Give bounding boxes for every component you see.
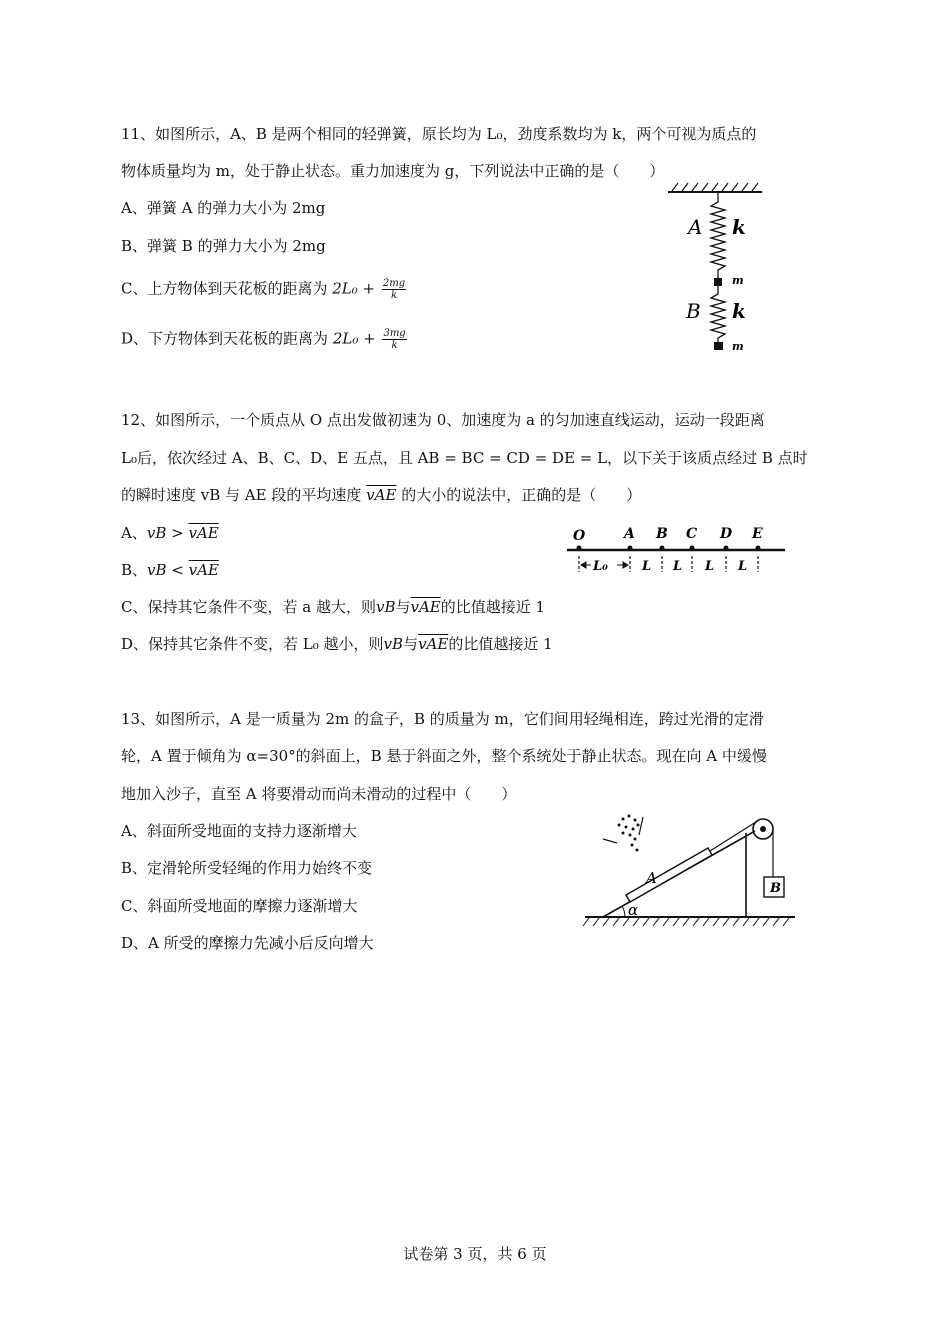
q11-option-d-math: 2L₀ +	[332, 329, 376, 348]
segment-de-label: L	[738, 559, 748, 574]
q11-option-d-text: D、下方物体到天花板的距离为	[121, 329, 329, 348]
spring-b-label: B	[686, 299, 701, 323]
segment-l0-label: L₀	[593, 559, 608, 574]
q12-stem-line3-part2: 的大小的说法中，正确的是（ ）	[401, 486, 642, 504]
q12-option-c-vae: $\overline{vAE}$	[410, 598, 441, 616]
segment-cd-label: L	[705, 559, 715, 574]
ceiling-hatch	[672, 183, 758, 191]
point-o-label: O	[573, 528, 586, 544]
mass-upper	[714, 278, 722, 286]
sand-scoop-left	[603, 839, 617, 843]
spring-b	[711, 286, 725, 342]
point-a-label: A	[624, 526, 635, 542]
point-c-label: C	[686, 526, 698, 542]
q12-option-d	[121, 634, 553, 654]
q11-option-c-fraction	[382, 278, 406, 301]
q11-option-c	[121, 278, 406, 301]
q12-stem-line3-part1: 的瞬时速度 vB 与 AE 段的平均速度	[121, 486, 362, 504]
point-a-dot	[628, 546, 633, 551]
point-d-dot	[724, 546, 729, 551]
q12-option-d-vb: vB	[383, 635, 404, 653]
spring-a-k-label: k	[732, 215, 746, 239]
q12-line-figure	[565, 520, 790, 580]
q11-option-a: A、弹簧 A 的弹力大小为 2mg	[121, 199, 326, 217]
q13-stem-line1: 13、如图所示，A 是一质量为 2m 的盒子，B 的质量为 m，它们间用轻绳相连，跨过光滑的定滑	[121, 710, 764, 728]
q12-stem-line2: L₀后，依次经过 A、B、C、D、E 五点，且 AB = BC = CD = DE = L，以下关于该质点经过 B 点时	[121, 449, 808, 467]
point-c-dot	[690, 546, 695, 551]
q11-option-d	[121, 328, 407, 351]
q12-option-d-part1: D、保持其它条件不变，若 L₀ 越小，则	[121, 635, 384, 653]
point-d-label: D	[720, 526, 733, 542]
q12-option-c-vb: vB	[375, 598, 396, 616]
point-o-dot	[577, 546, 582, 551]
q11-stem-line2: 物体质量均为 m，处于静止状态。重力加速度为 g，下列说法中正确的是（ ）	[121, 162, 665, 180]
mass-lower-label: m	[732, 340, 744, 353]
q11-option-c-math: 2L₀ +	[332, 279, 376, 298]
q12-avg-velocity-symbol: $\overline{vAE}$	[366, 486, 397, 504]
q12-option-a-math: vB >	[146, 524, 184, 542]
sand-particles	[618, 815, 640, 852]
q11-option-d-denominator: k	[391, 340, 398, 351]
q13-option-b: B、定滑轮所受轻绳的作用力始终不变	[121, 859, 373, 877]
q11-spring-figure	[660, 180, 770, 360]
pulley-axle	[760, 826, 766, 832]
q12-option-a-prefix: A、	[121, 524, 147, 542]
q13-incline-figure	[583, 805, 798, 935]
spring-a	[711, 192, 725, 278]
mass-lower	[714, 342, 723, 350]
q12-option-d-part2: 的比值越接近 1	[448, 635, 553, 653]
q12-option-d-vae: $\overline{vAE}$	[418, 635, 449, 653]
q12-option-b-math: vB <	[147, 561, 184, 579]
q12-option-c-part2: 的比值越接近 1	[440, 598, 546, 616]
q11-option-b: B、弹簧 B 的弹力大小为 2mg	[121, 237, 326, 255]
q12-option-b-vae: $\overline{vAE}$	[188, 561, 219, 579]
q11-option-d-numerator: 3mg	[383, 328, 406, 339]
q11-option-c-text: C、上方物体到天花板的距离为	[121, 279, 328, 298]
q11-stem-line1: 11、如图所示，A、B 是两个相同的轻弹簧，原长均为 L₀，劲度系数均为 k，两个可视为质点的	[121, 125, 757, 143]
rope-incline	[710, 820, 759, 851]
q13-stem-line3: 地加入沙子，直至 A 将要滑动而尚未滑动的过程中（ ）	[121, 785, 517, 803]
angle-alpha-label: α	[628, 901, 639, 919]
point-b-dot	[660, 546, 665, 551]
box-b-label: B	[770, 881, 781, 896]
q12-option-c-mid: 与	[395, 598, 411, 616]
q11-option-c-numerator: 2mg	[382, 278, 406, 289]
q12-option-a	[121, 523, 219, 543]
q12-stem-line3	[121, 485, 641, 505]
point-e-dot	[756, 546, 761, 551]
segment-bc-label: L	[673, 559, 683, 574]
box-a-label: A	[646, 869, 657, 887]
q12-option-a-vae: $\overline{vAE}$	[188, 524, 219, 542]
spring-a-label: A	[688, 215, 703, 239]
q12-option-d-mid: 与	[403, 635, 419, 653]
box-a	[626, 848, 712, 902]
page-footer: 试卷第 3 页，共 6 页	[403, 1245, 547, 1263]
segment-ab-label: L	[642, 559, 652, 574]
q12-option-c-part1: C、保持其它条件不变，若 a 越大，则	[121, 598, 376, 616]
q12-option-c	[121, 597, 545, 617]
q13-option-c: C、斜面所受地面的摩擦力逐渐增大	[121, 897, 358, 915]
q12-option-b	[121, 560, 219, 580]
q12-option-b-prefix: B、	[121, 561, 148, 579]
spring-b-k-label: k	[732, 299, 746, 323]
sand-scoop-right	[639, 817, 643, 835]
mass-upper-label: m	[732, 274, 744, 287]
q12-stem-line1: 12、如图所示，一个质点从 O 点出发做初速为 0、加速度为 a 的匀加速直线运动，运动一段距离	[121, 411, 765, 429]
q11-option-c-denominator: k	[391, 290, 398, 301]
angle-arc	[622, 906, 625, 917]
q11-option-d-fraction	[382, 328, 406, 351]
q13-stem-line2: 轮，A 置于倾角为 α=30°的斜面上，B 悬于斜面之外，整个系统处于静止状态。现在向 A 中缓慢	[121, 747, 767, 765]
ground-hatch	[583, 918, 789, 926]
q13-option-a: A、斜面所受地面的支持力逐渐增大	[121, 822, 357, 840]
point-e-label: E	[752, 526, 763, 542]
q13-option-d: D、A 所受的摩擦力先减小后反向增大	[121, 934, 374, 952]
point-b-label: B	[656, 526, 668, 542]
